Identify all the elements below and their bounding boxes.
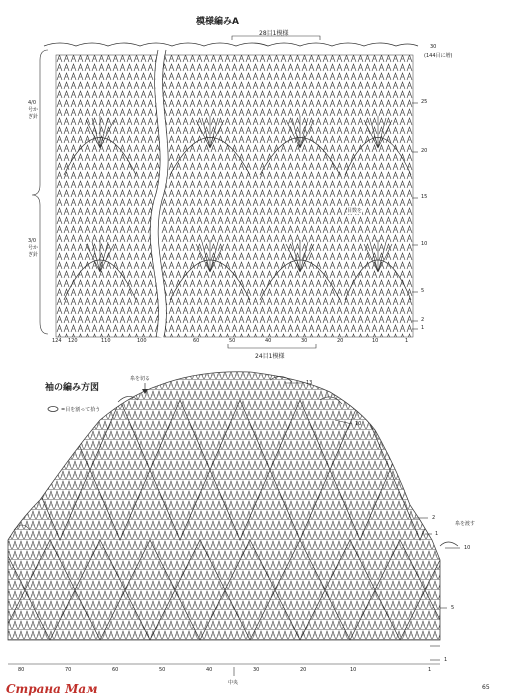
stitch-label: 1 (428, 667, 432, 673)
pattern-a-top-right-row: 30 (430, 44, 437, 50)
stitch-label: 30 (301, 338, 308, 344)
row-label: 10 (464, 545, 471, 551)
sleeve-title: 袖の編み方図 (45, 383, 100, 393)
stitch-label: 20 (300, 667, 307, 673)
center-label: 中央 (228, 680, 239, 686)
row-label: 1 (421, 325, 425, 331)
stitch-label: 40 (265, 338, 272, 344)
row-label: 2 (432, 515, 436, 521)
stitch-label: 1 (405, 338, 409, 344)
pattern-a-mid-note: 目数を (347, 208, 363, 214)
row-label: 10 (421, 241, 428, 247)
stitch-label: 10 (372, 338, 379, 344)
stitch-label: 70 (65, 667, 72, 673)
stitch-label: 60 (112, 667, 119, 673)
stitch-label: 20 (337, 338, 344, 344)
watermark-logo: Страна Мам (6, 682, 98, 696)
attach-yarn-label: 糸を渡す (455, 521, 476, 527)
cut-yarn-label: 糸を切る (130, 376, 151, 382)
hook-size-lower: 3/0号かぎ針 (28, 238, 39, 258)
row-label: 15 (421, 194, 428, 200)
stitch-label: 124 (52, 338, 62, 344)
stitch-label: 120 (68, 338, 78, 344)
stitch-label: 40 (206, 667, 213, 673)
stitch-label: 50 (159, 667, 166, 673)
pattern-a-title: 模様編みA (196, 17, 239, 27)
row-label: 2 (421, 317, 425, 323)
pattern-a-chart (32, 36, 418, 348)
stitch-label: 30 (253, 667, 260, 673)
stitch-label: 80 (18, 667, 25, 673)
row-label: 20 (421, 148, 428, 154)
row-label: 13 (306, 380, 313, 386)
row-label: 10 (355, 421, 362, 427)
row-label: 1 (444, 657, 448, 663)
row-label: 25 (421, 99, 428, 105)
stitch-label: 60 (193, 338, 200, 344)
pattern-a-top-repeat: 28目1模様 (259, 30, 289, 37)
pattern-a-increase-note: (144目に増) (424, 53, 453, 59)
pattern-a-bottom-repeat: 24目1模様 (255, 353, 285, 360)
row-label: 1 (435, 531, 439, 537)
page-number: 65 (482, 684, 490, 691)
stitch-label: 10 (350, 667, 357, 673)
stitch-label: 110 (101, 338, 111, 344)
sleeve-legend: =目を割って拾う (61, 407, 101, 413)
stitch-label: 100 (137, 338, 147, 344)
row-label: 5 (421, 288, 425, 294)
hook-size-upper: 4/0号かぎ針 (28, 100, 39, 120)
stitch-label: 50 (229, 338, 236, 344)
row-label: 5 (451, 605, 455, 611)
